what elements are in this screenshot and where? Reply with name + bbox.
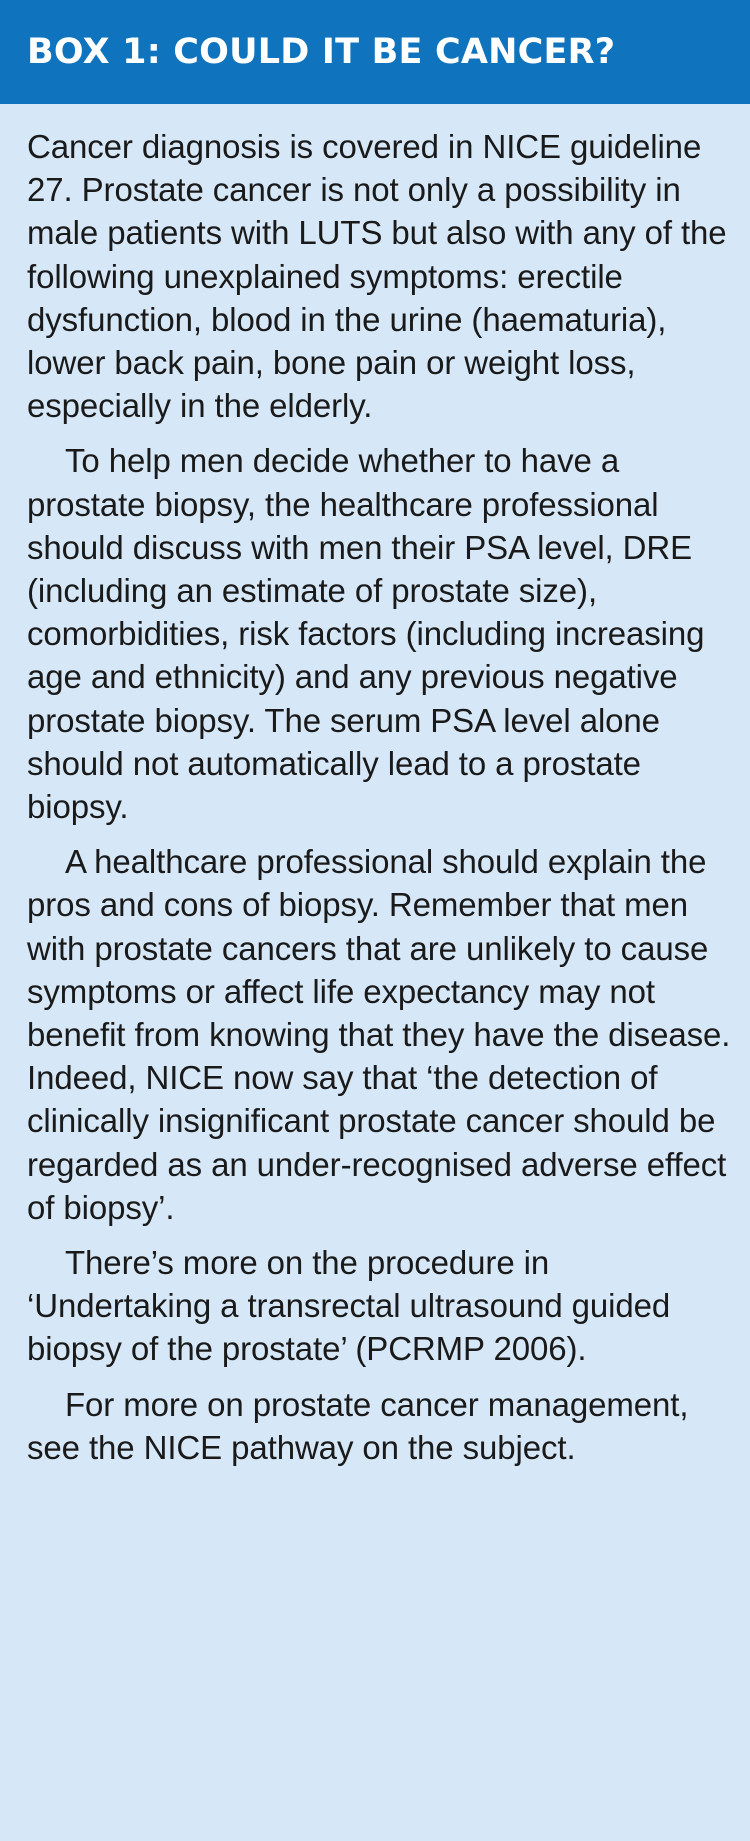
paragraph-cancer-diagnosis: Cancer diagnosis is covered in NICE guideline 27. Prostate cancer is not only a possibility in male patients with LUTS but also with any of the following unexplained symptoms: erectile dysfunction, blood in the urine (haematuria), lower back pain, bone pain or weight loss, especially in the elderly. [27, 128, 727, 425]
box-title: BOX 1: COULD IT BE CANCER? [27, 32, 616, 72]
paragraph-biopsy-decision: To help men decide whether to have a prostate biopsy, the healthcare professional should discuss with men their PSA level, DRE (including an estimate of prostate size), comorbidities, risk factors (including increasing age and ethnicity) and any previous negative prostate biopsy. The serum PSA level alone should not automatically lead to a prostate biopsy. [27, 442, 705, 826]
paragraph-pros-and-cons: A healthcare professional should explain the pros and cons of biopsy. Remember that men with prostate cancers that are unlikely to cause symptoms or affect life expectancy may not benefit from knowing that they have the disease. Indeed, NICE now say that ‘the detection of clinically insignificant prostate cancer should be regarded as an under-recognised adverse effect of biopsy’. [27, 843, 731, 1226]
box-body [0, 104, 750, 1469]
box-header [0, 0, 750, 104]
paragraph-procedure-reference: There’s more on the procedure in ‘Undertaking a transrectal ultrasound guided biopsy of the prostate’ (PCRMP 2006). [27, 1244, 671, 1368]
paragraph-nice-pathway: For more on prostate cancer management, see the NICE pathway on the subject. [27, 1385, 689, 1466]
